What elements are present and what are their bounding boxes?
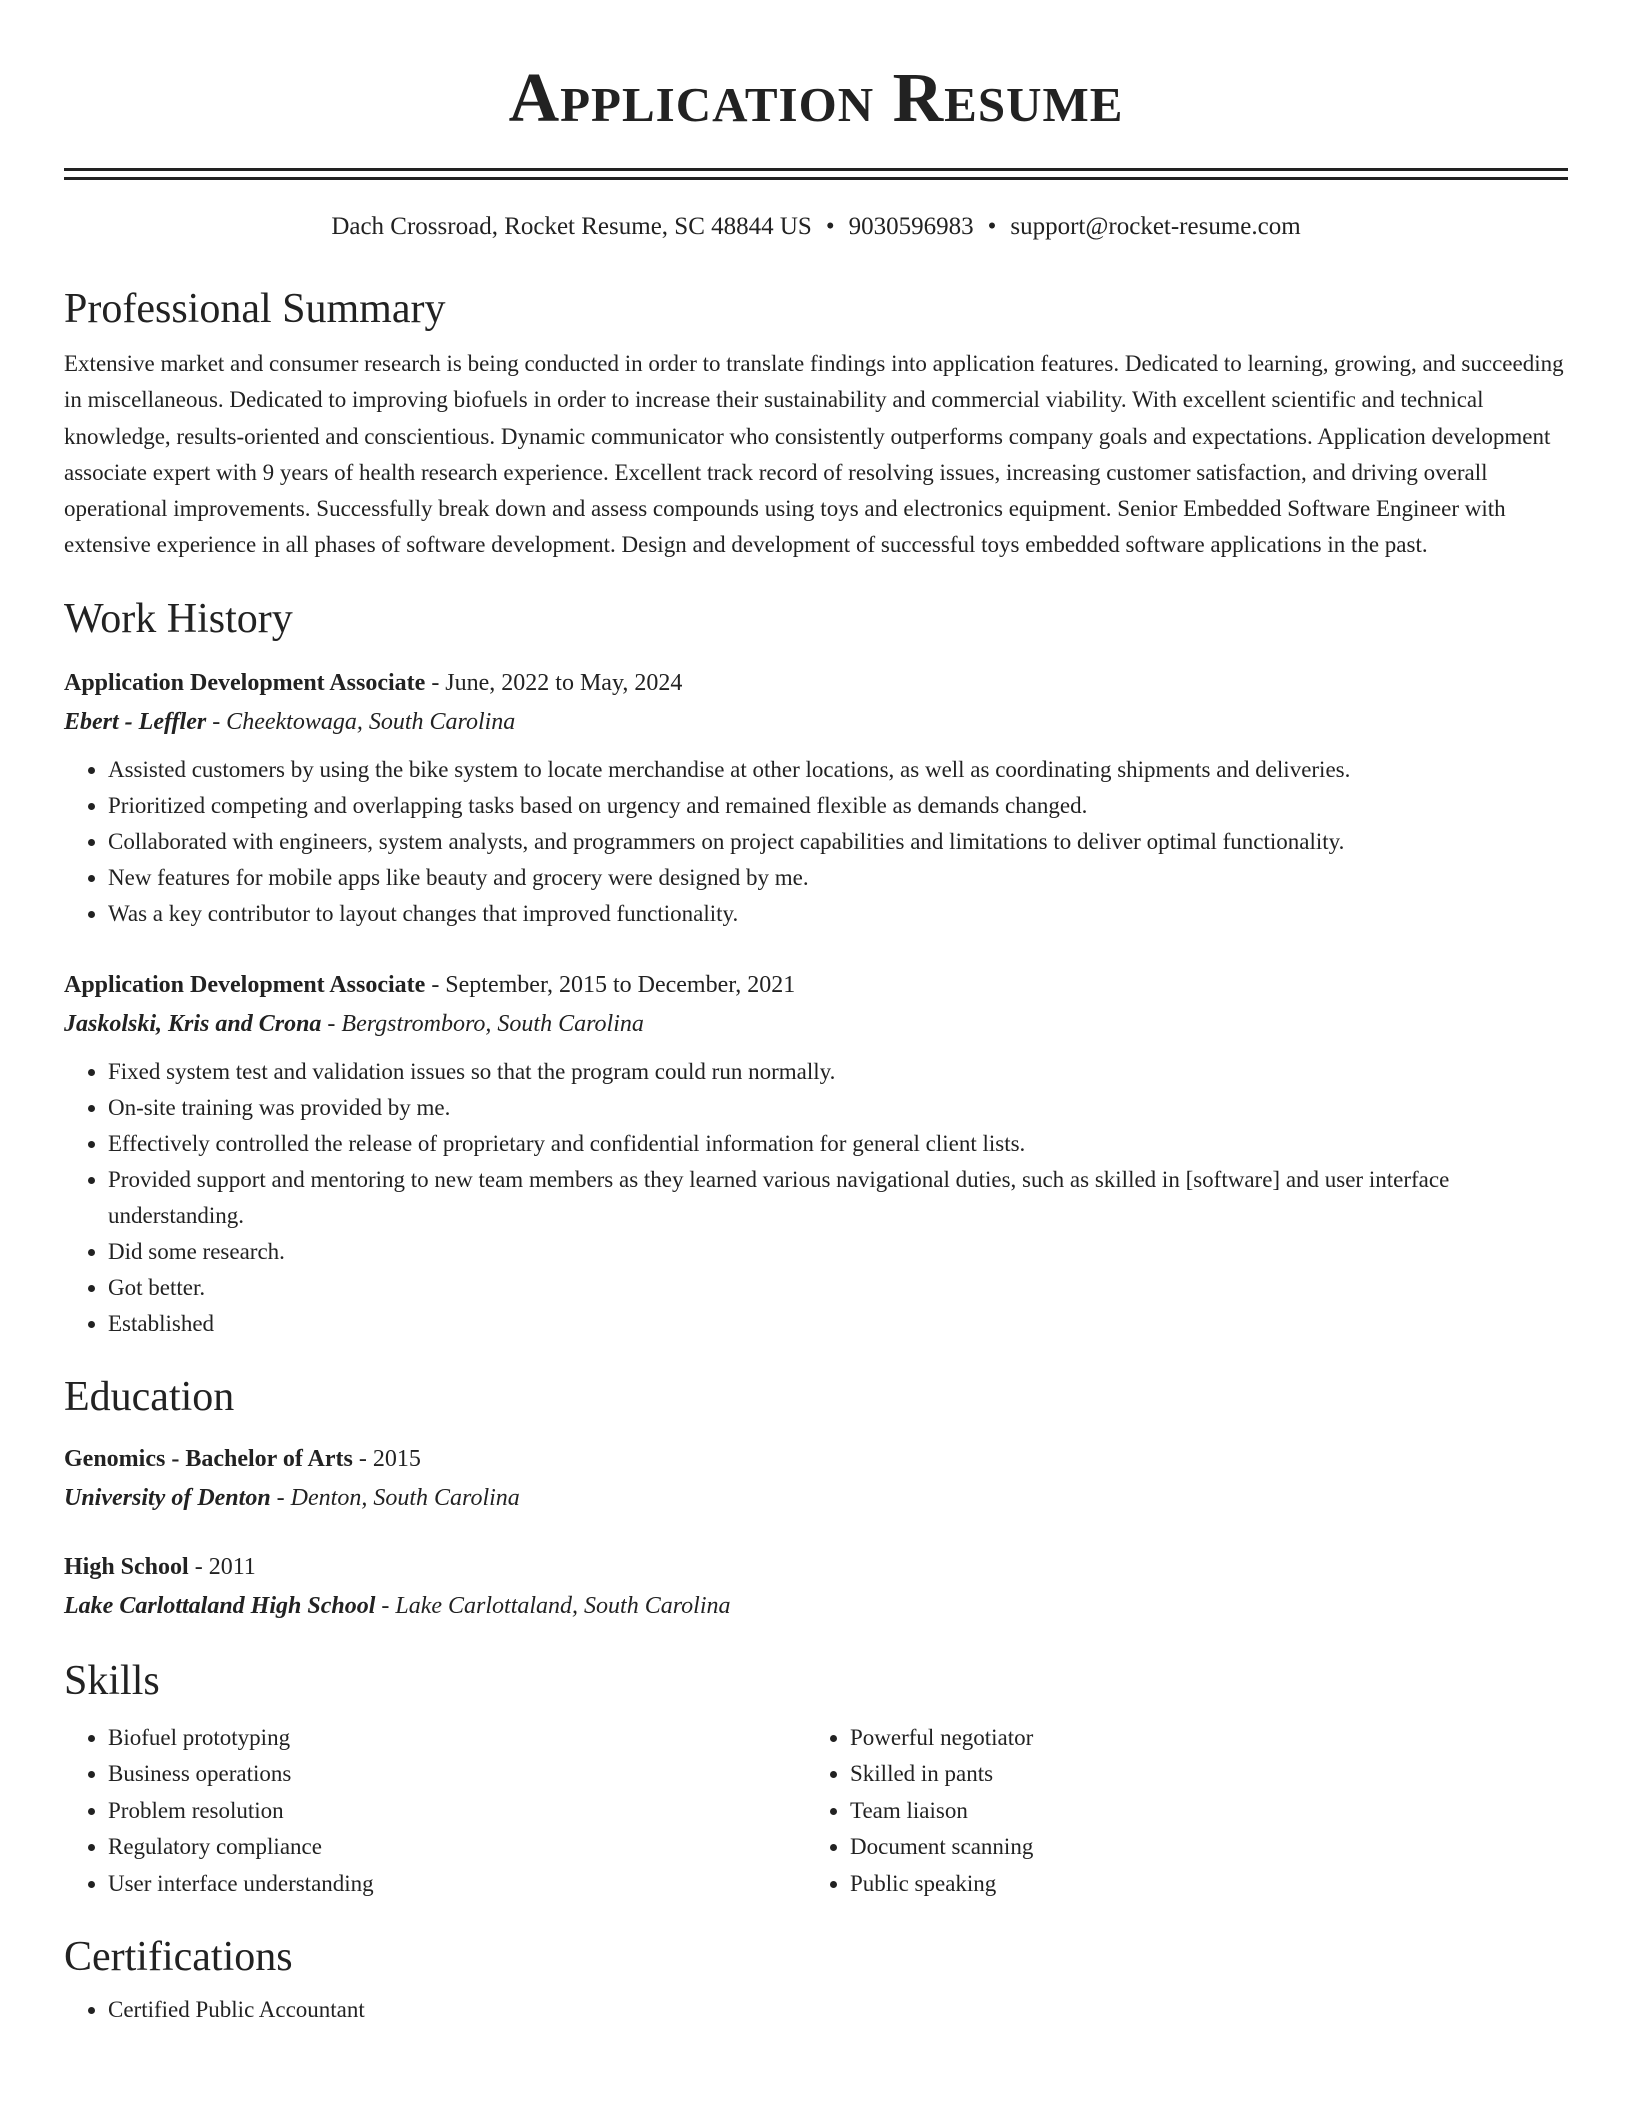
- education-heading: Education: [64, 1373, 235, 1420]
- job-title-line: [64, 966, 1568, 1005]
- skill-item: • Problem resolution: [108, 1793, 806, 1830]
- school-name: University of Denton: [64, 1484, 271, 1511]
- list-item: • Collaborated with engineers, system analysts, and programmers on project capabilities and limitations to deliver optimal functionality.: [108, 824, 1568, 860]
- degree-year: - 2015: [352, 1445, 421, 1472]
- skill-item: • Biofuel prototyping: [108, 1720, 806, 1757]
- list-item: • Assisted customers by using the bike system to locate merchandise at other locations, as well as coordinating shipments and deliveries.: [108, 752, 1568, 788]
- degree-year: - 2011: [188, 1553, 256, 1580]
- skill-item: • Team liaison: [850, 1793, 1548, 1830]
- contact-separator: •: [987, 213, 997, 240]
- work-entry: [64, 664, 1568, 932]
- skill-item: • Regulatory compliance: [108, 1829, 806, 1866]
- skill-item: • Skilled in pants: [850, 1756, 1548, 1793]
- degree-name: High School: [64, 1553, 189, 1580]
- list-item: • Fixed system test and validation issues so that the program could run normally.: [108, 1054, 1568, 1090]
- job-location: - Bergstromboro, South Carolina: [321, 1010, 644, 1037]
- job-location: - Cheektowaga, South Carolina: [206, 708, 516, 735]
- work-entry: [64, 966, 1568, 1342]
- job-employer-line: [64, 703, 1568, 742]
- summary-heading: Professional Summary: [64, 286, 446, 332]
- job-company: Ebert - Leffler: [64, 708, 207, 735]
- list-item: • Got better.: [108, 1270, 1568, 1306]
- skills-columns: [64, 1720, 1568, 1903]
- skill-item: • Business operations: [108, 1756, 806, 1793]
- skill-item: • Public speaking: [850, 1866, 1548, 1903]
- skills-heading: Skills: [64, 1657, 160, 1704]
- certifications-heading: Certifications: [64, 1934, 293, 1981]
- degree-line: [64, 1548, 1568, 1587]
- contact-line: [64, 212, 1568, 242]
- work-history-heading: Work History: [64, 595, 293, 642]
- list-item: • Effectively controlled the release of proprietary and confidential information for general client lists.: [108, 1126, 1568, 1162]
- job-dates: - September, 2015 to December, 2021: [425, 971, 796, 998]
- education-entry: [64, 1548, 1568, 1626]
- summary-text: Extensive market and consumer research is being conducted in order to translate findings into application features. Dedicated to learning, growing, and succeeding in miscellaneous. Dedicated to improving biofuels in order to increase their sustainability and commercial viability. With excellent scientific and technical knowledge, results-oriented and conscientious. Dynamic communicator who consistently outperforms company goals and expectations. Application development associate expert with 9 years of health research experience. Excellent track record of resolving issues, increasing customer satisfaction, and driving overall operational improvements. Successfully break down and assess compounds using toys and electronics equipment. Senior Embedded Software Engineer with extensive experience in all phases of software development. Design and development of successful toys embedded software applications in the past.: [64, 351, 1564, 558]
- education-entry: [64, 1440, 1568, 1518]
- certification-item: • Certified Public Accountant: [108, 1992, 1568, 2028]
- school-location: - Denton, South Carolina: [270, 1484, 520, 1511]
- contact-address: Dach Crossroad, Rocket Resume, SC 48844 US: [331, 213, 812, 240]
- job-title-line: [64, 664, 1568, 703]
- job-company: Jaskolski, Kris and Crona: [64, 1010, 322, 1037]
- degree-name: Genomics - Bachelor of Arts: [64, 1445, 353, 1472]
- title-divider-bottom: [64, 177, 1568, 180]
- job-bullet-list: [64, 752, 1568, 932]
- job-employer-line: [64, 1005, 1568, 1044]
- list-item: • Was a key contributor to layout changes that improved functionality.: [108, 896, 1568, 932]
- list-item: • Did some research.: [108, 1234, 1568, 1270]
- school-line: [64, 1479, 1568, 1518]
- job-title: Application Development Associate: [64, 669, 426, 696]
- skill-item: • Document scanning: [850, 1829, 1548, 1866]
- skills-list-right: [806, 1720, 1548, 1903]
- school-line: [64, 1587, 1568, 1626]
- list-item: • Provided support and mentoring to new team members as they learned various navigational duties, such as skilled in [software] and user interface understanding.: [108, 1162, 1568, 1234]
- contact-separator: •: [825, 213, 835, 240]
- list-item: • Prioritized competing and overlapping tasks based on urgency and remained flexible as demands changed.: [108, 788, 1568, 824]
- list-item: • Established: [108, 1306, 1568, 1342]
- certifications-list: [64, 1992, 1568, 2028]
- contact-phone: 9030596983: [848, 213, 974, 240]
- job-bullet-list: [64, 1054, 1568, 1342]
- school-name: Lake Carlottaland High School: [64, 1592, 376, 1619]
- skills-list-left: [64, 1720, 806, 1903]
- job-title: Application Development Associate: [64, 971, 426, 998]
- job-dates: - June, 2022 to May, 2024: [425, 669, 683, 696]
- title-divider-top: [64, 168, 1568, 171]
- skill-item: • User interface understanding: [108, 1866, 806, 1903]
- contact-email: support@rocket-resume.com: [1010, 213, 1301, 240]
- school-location: - Lake Carlottaland, South Carolina: [375, 1592, 731, 1619]
- degree-line: [64, 1440, 1568, 1479]
- list-item: • New features for mobile apps like beauty and grocery were designed by me.: [108, 860, 1568, 896]
- list-item: • On-site training was provided by me.: [108, 1090, 1568, 1126]
- resume-title: Application Resume: [508, 60, 1124, 137]
- skill-item: • Powerful negotiator: [850, 1720, 1548, 1757]
